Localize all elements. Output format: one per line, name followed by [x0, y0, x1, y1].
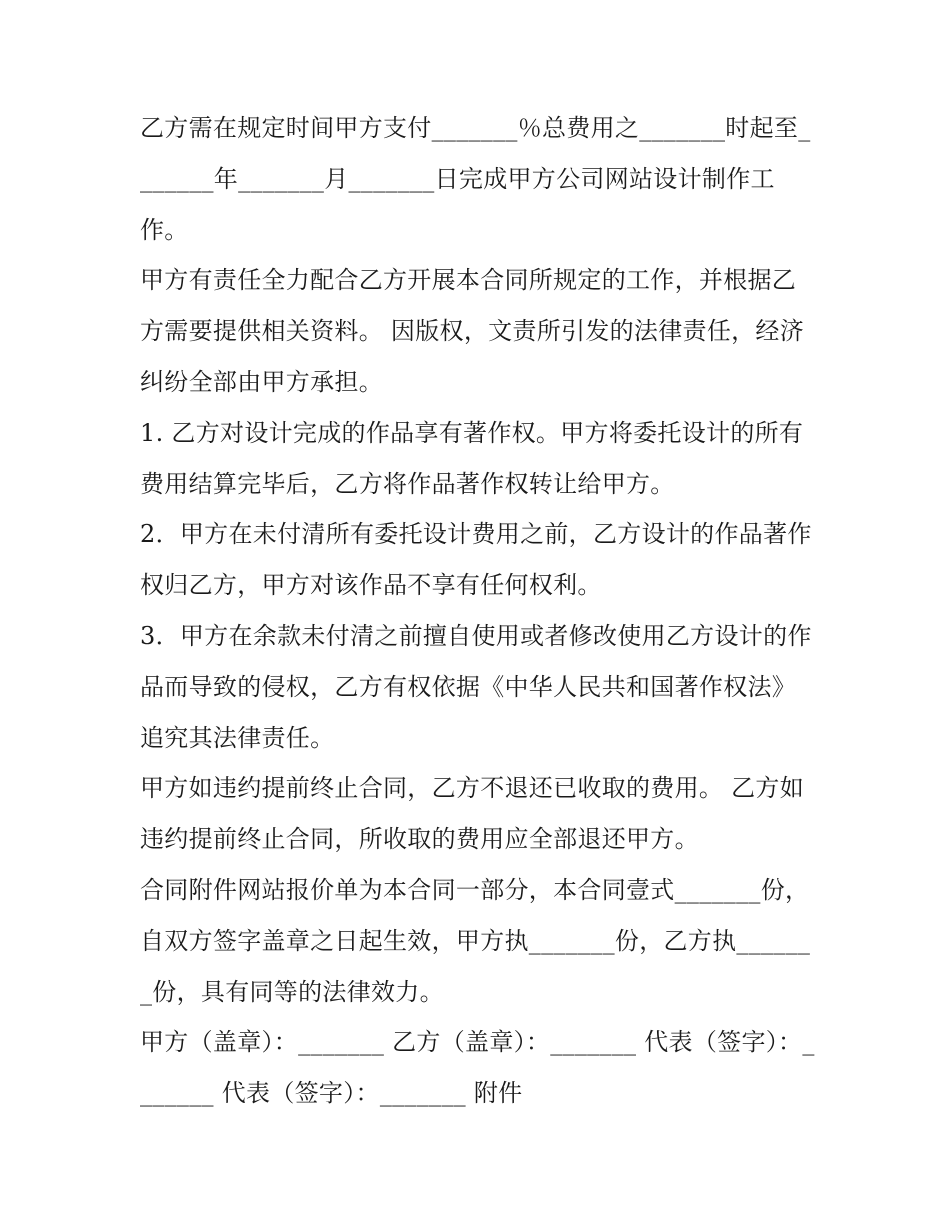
document-body — [140, 103, 820, 1119]
paragraph-clause-3-infringement: 3．甲方在余款未付清之前擅自使用或者修改使用乙方设计的作品而导致的侵权，乙方有权依据《中华人民共和国著作权法》追究其法律责任。 — [140, 621, 812, 752]
paragraph-clause-2-rights: 2．甲方在未付清所有委托设计费用之前，乙方设计的作品著作权归乙方，甲方对该作品不享有任何权利。 — [140, 520, 812, 600]
paragraph-signatures: 甲方（盖章）：_______ 乙方（盖章）：_______ 代表（签字）：_______ 代表（签字）：_______ 附件 — [140, 1028, 815, 1108]
paragraph-completion-time: 乙方需在规定时间甲方支付_______％总费用之_______时起至_______年_______月_______日完成甲方公司网站设计制作工作。 — [140, 114, 811, 244]
paragraph-copies-effectiveness: 合同附件网站报价单为本合同一部分，本合同壹式_______份，自双方签字盖章之日起生效，甲方执_______份，乙方执_______份，具有同等的法律效力。 — [140, 875, 811, 1006]
paragraph-termination: 甲方如违约提前终止合同，乙方不退还已收取的费用。 乙方如违约提前终止合同，所收取的费用应全部退还甲方。 — [140, 774, 805, 854]
paragraph-party-a-responsibility: 甲方有责任全力配合乙方开展本合同所规定的工作，并根据乙方需要提供相关资料。 因版权，文责所引发的法律责任，经济纠纷全部由甲方承担。 — [140, 266, 805, 396]
paragraph-clause-1-copyright: 1. 乙方对设计完成的作品享有著作权。甲方将委托设计的所有费用结算完毕后，乙方将作品著作权转让给甲方。 — [140, 418, 804, 498]
